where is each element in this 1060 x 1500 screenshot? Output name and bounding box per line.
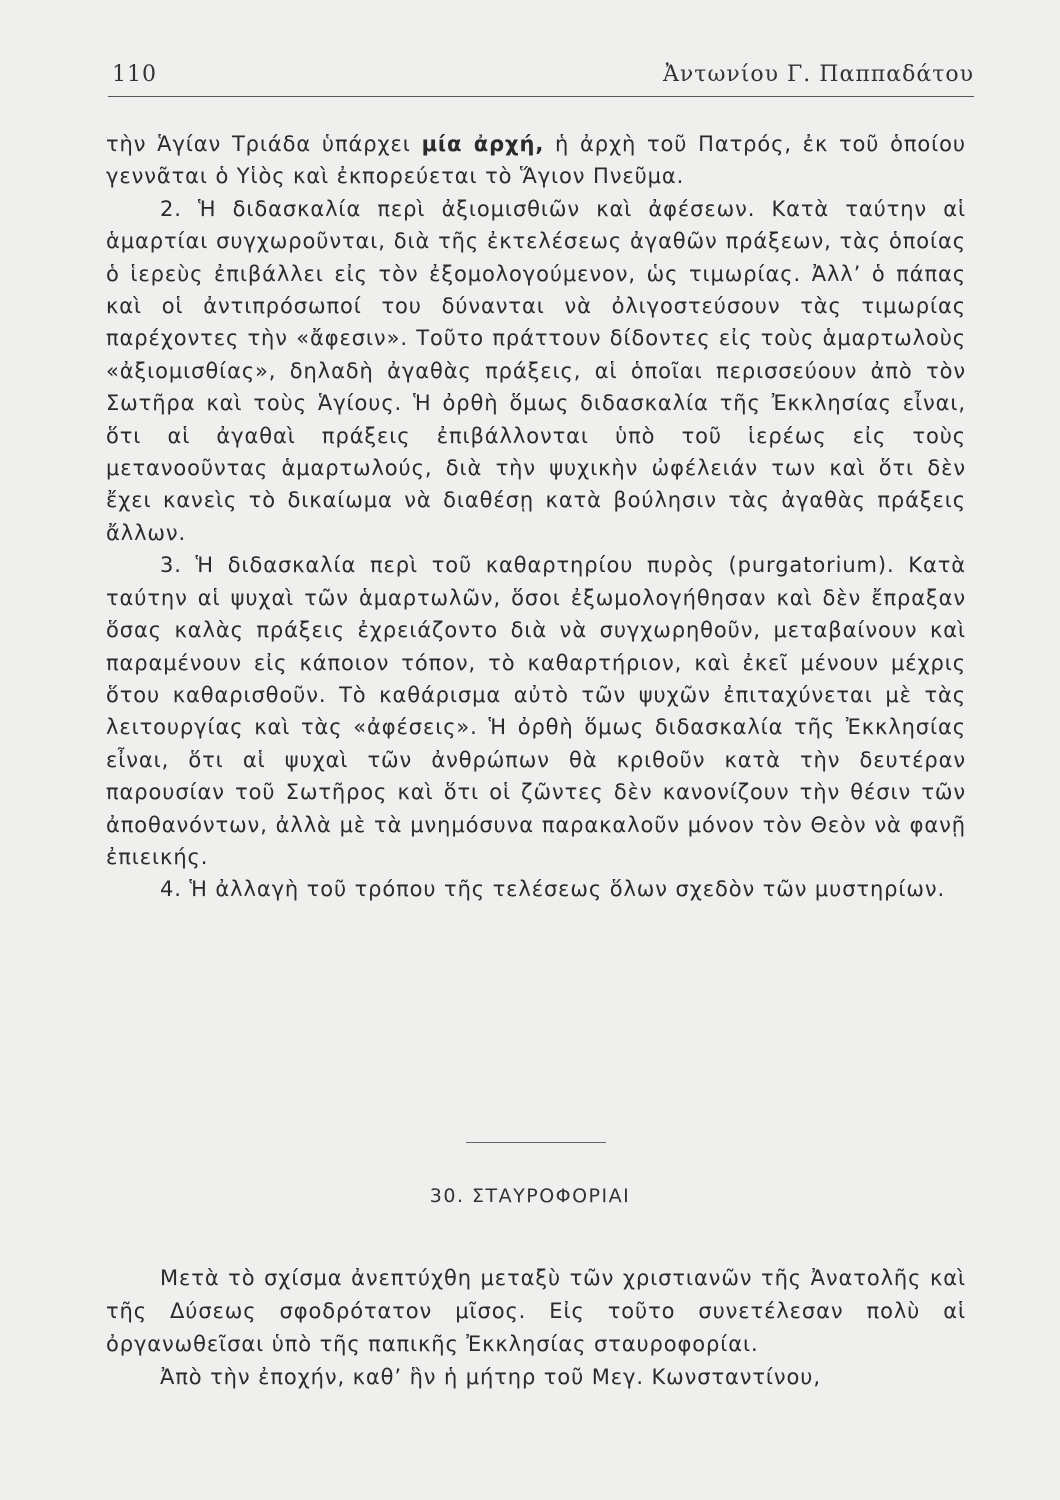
section-paragraph-1: Μετὰ τὸ σχίσμα ἀνεπτύχθη μεταξὺ τῶν χριστιανῶν τῆς Ἀνατολῆς καὶ τῆς Δύσεως σφοδρότατον μῖσος. Εἰς τοῦτο συνετέλεσαν πολὺ αἱ ὀργανωθεῖσαι ὑπὸ τῆς παπικῆς Ἐκκλησίας σταυροφορίαι.	[106, 1266, 966, 1356]
section-title: 30. ΣΤΑΥΡΟΦΟΡΙΑΙ	[429, 1185, 631, 1207]
emphasis-text: μία ἀρχή,	[421, 132, 545, 156]
section-divider	[466, 1142, 606, 1143]
paragraph-4: 4. Ἡ ἀλλαγὴ τοῦ τρόπου τῆς τελέσεως ὅλων σχεδὸν τῶν μυστηρίων.	[160, 877, 946, 902]
main-text	[106, 128, 966, 906]
running-head: Ἀντωνίου Γ. Παππαδάτου	[663, 62, 974, 87]
page-header	[108, 60, 974, 97]
section-paragraph-2: Ἀπὸ τὴν ἐποχήν, καθ’ ἣν ἡ μήτηρ τοῦ Μεγ. Κωνσταντίνου,	[160, 1365, 821, 1389]
paragraph-3: 3. Ἡ διδασκαλία περὶ τοῦ καθαρτηρίου πυρὸς (purgatorium). Κατὰ ταύτην αἱ ψυχαὶ τῶν ἁμαρτωλῶν, ὅσοι ἐξωμολογήθησαν καὶ δὲν ἔπραξαν ὅσας καλὰς πράξεις ἐχρειάζοντο διὰ νὰ συγχωρηθοῦν, μεταβαίνουν καὶ παραμένουν εἰς κάποιον τόπον, τὸ καθαρτήριον, καὶ ἐκεῖ μένουν μέχρις ὅτου καθαρισθοῦν. Τὸ καθάρισμα αὐτὸ τῶν ψυχῶν ἐπιταχύνεται μὲ τὰς λειτουργίας καὶ τὰς «ἀφέσεις». Ἡ ὀρθὴ ὅμως διδασκαλία τῆς Ἐκκλησίας εἶναι, ὅτι αἱ ψυχαὶ τῶν ἀνθρώπων θὰ κριθοῦν κατὰ τὴν δευτέραν παρουσίαν τοῦ Σωτῆρος καὶ ὅτι οἱ ζῶντες δὲν κανονίζουν τὴν θέσιν τῶν ἀποθανόντων, ἀλλὰ μὲ τὰ μνημόσυνα παρακαλοῦν μόνον τὸν Θεὸν νὰ φανῇ ἐπιεικής.	[106, 553, 966, 869]
paragraph-continuation: τὴν Ἁγίαν Τριάδα ὑπάρχει μία ἀρχή, ἡ ἀρχὴ τοῦ Πατρός, ἐκ τοῦ ὁποίου γεννᾶται ὁ Υἱὸς καὶ ἐκπορεύεται τὸ Ἅγιον Πνεῦμα.	[106, 132, 966, 189]
paragraph-2: 2. Ἡ διδασκαλία περὶ ἀξιομισθιῶν καὶ ἀφέσεων. Κατὰ ταύτην αἱ ἁμαρτίαι συγχωροῦνται, διὰ τῆς ἐκτελέσεως ἀγαθῶν πράξεων, τὰς ὁποίας ὁ ἱερεὺς ἐπιβάλλει εἰς τὸν ἐξομολογούμενον, ὡς τιμωρίας. Ἀλλ’ ὁ πάπας καὶ οἱ ἀντιπρόσωποί του δύνανται νὰ ὀλιγοστεύσουν τὰς τιμωρίας παρέχοντες τὴν «ἄφεσιν». Τοῦτο πράττουν δίδοντες εἰς τοὺς ἁμαρτωλοὺς «ἀξιομισθίας», δηλαδὴ ἀγαθὰς πράξεις, αἱ ὁποῖαι περισσεύουν ἀπὸ τὸν Σωτῆρα καὶ τοὺς Ἁγίους. Ἡ ὀρθὴ ὅμως διδασκαλία τῆς Ἐκκλησίας εἶναι, ὅτι αἱ ἀγαθαὶ πράξεις ἐπιβάλλονται ὑπὸ τοῦ ἱερέως εἰς τοὺς μετανοοῦντας ἁμαρτωλούς, διὰ τὴν ψυχικὴν ὠφέλειάν των καὶ ὅτι δὲν ἔχει κανεὶς τὸ δικαίωμα νὰ διαθέσῃ κατὰ βούλησιν τὰς ἀγαθὰς πράξεις ἄλλων.	[106, 196, 966, 545]
page-number: 110	[112, 62, 157, 87]
section-text	[106, 1262, 966, 1394]
